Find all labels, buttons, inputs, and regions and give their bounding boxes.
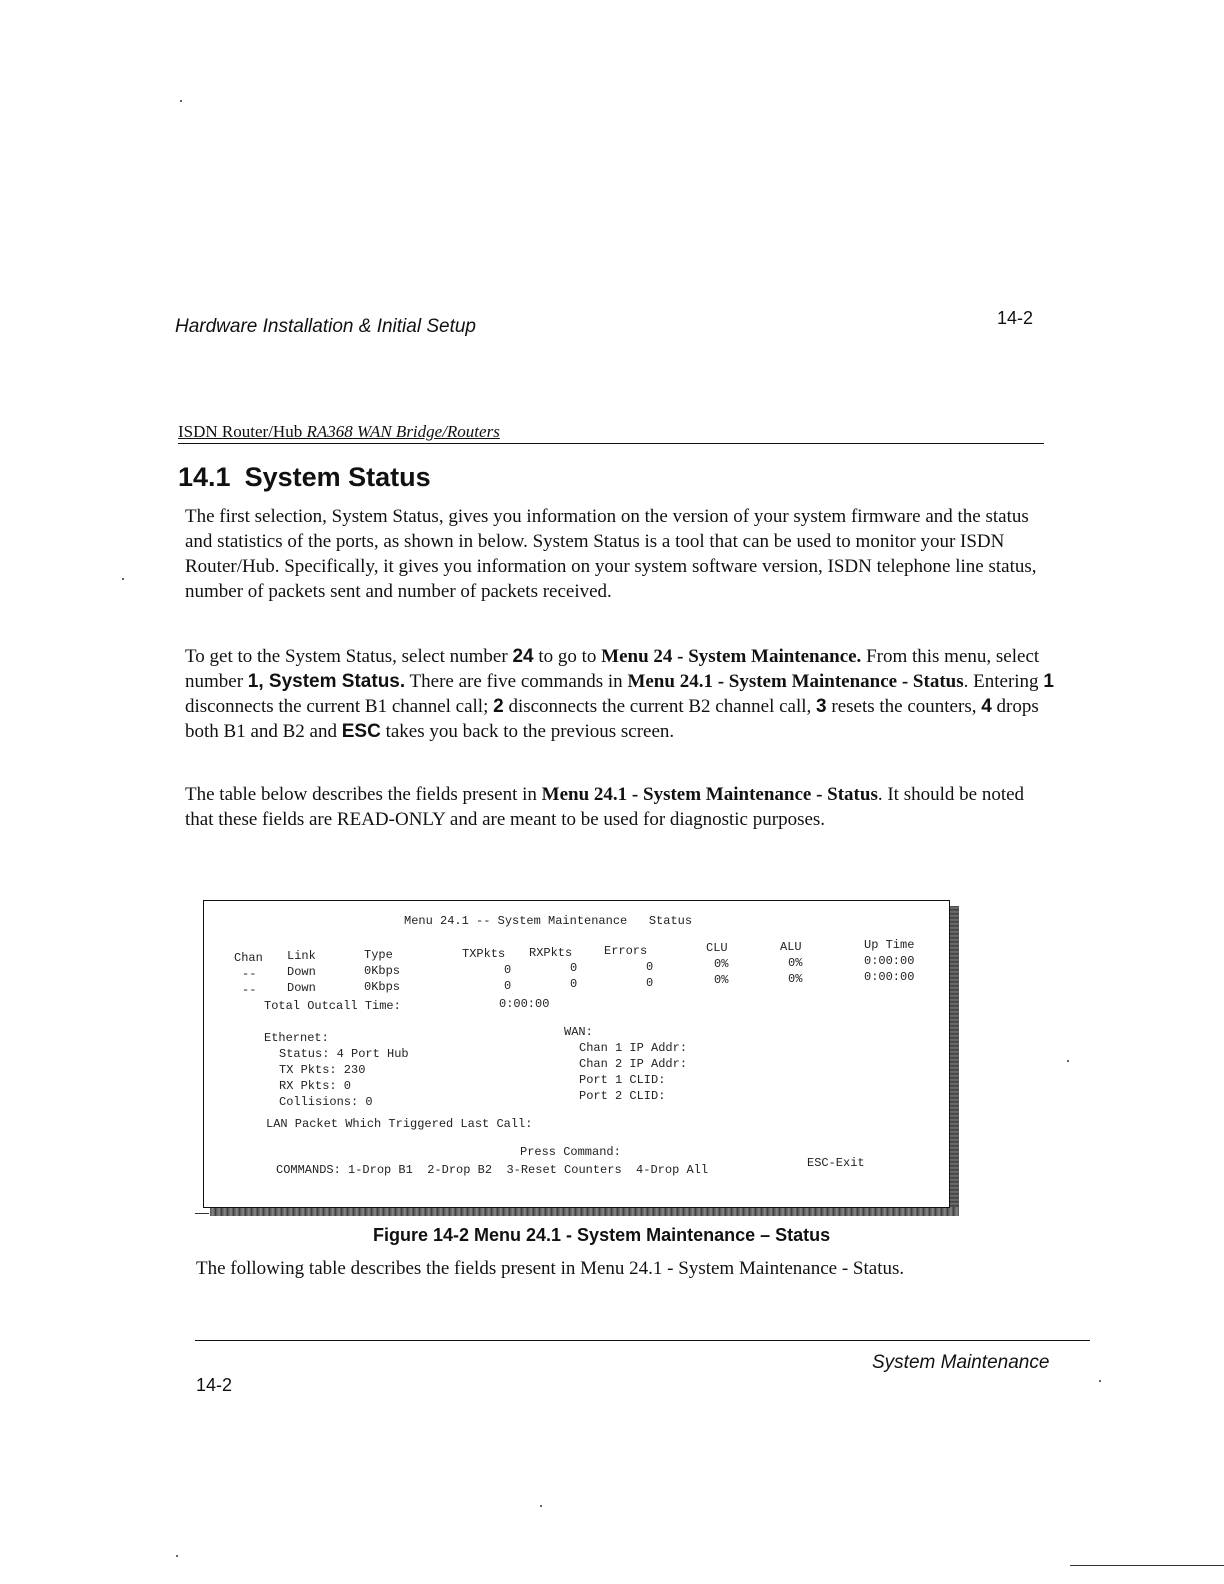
- wan-port1-clid: Port 1 CLID:: [579, 1073, 666, 1087]
- row2-chan: --: [242, 983, 257, 997]
- product-subheader: [178, 422, 500, 442]
- bold-run: ESC: [341, 721, 381, 742]
- text-run: To get to the System Status, select number: [185, 646, 513, 667]
- text-run: The table below describes the fields present in: [185, 784, 542, 805]
- row1-uptime: 0:00:00: [864, 954, 915, 968]
- row1-type: 0Kbps: [364, 964, 401, 978]
- row2-clu: 0%: [714, 973, 729, 987]
- intro-paragraph: The first selection, System Status, gives you information on the version of your system firmware and the status and statistics of the ports, as shown in below. System Status is a tool that can be used to monitor your ISDN Router/Hub. Specifically, it gives you information on your system software version, ISDN telephone line status, number of packets sent and number of packets received.: [185, 506, 1037, 602]
- footer-rule: [195, 1340, 1090, 1341]
- row2-errors: 0: [646, 976, 654, 990]
- fields-paragraph: [185, 782, 1055, 832]
- text-run: . Entering: [963, 671, 1044, 692]
- figure-caption: Figure 14-2 Menu 24.1 - System Maintenance – Status: [373, 1225, 831, 1245]
- text-run: . It should be noted that these fields are READ-ONLY and are meant to be used for diagnostic purposes.: [185, 784, 1025, 830]
- col-uptime-header: Up Time: [864, 938, 915, 952]
- row1-errors: 0: [646, 960, 654, 974]
- row2-type: 0Kbps: [364, 980, 401, 994]
- scan-speck: [122, 578, 124, 580]
- text-run: to go to: [533, 646, 602, 667]
- text-run: resets the counters,: [826, 696, 982, 717]
- row1-alu: 0%: [788, 956, 803, 970]
- row1-rxpkts: 0: [570, 961, 578, 975]
- text-run: There are five commands in: [405, 671, 628, 692]
- text-run: disconnects the current B1 channel call;: [185, 696, 494, 717]
- row2-uptime: 0:00:00: [864, 970, 915, 984]
- page-number-top: 14-2: [997, 308, 1034, 328]
- screen-edge-mark: [195, 1213, 209, 1214]
- col-txpkts-header: TXPkts: [462, 947, 506, 961]
- col-chan-header: Chan: [234, 951, 263, 965]
- bold-run: 2: [493, 696, 504, 717]
- row2-txpkts: 0: [504, 979, 512, 993]
- ethernet-tx-pkts: TX Pkts: 230: [279, 1063, 366, 1077]
- bold-run: Menu 24 - System Maintenance.: [601, 646, 862, 667]
- col-type-header: Type: [364, 948, 393, 962]
- row2-rxpkts: 0: [570, 977, 578, 991]
- footer-section-name: System Maintenance: [872, 1352, 1050, 1373]
- footer-page-number: 14-2: [196, 1375, 233, 1395]
- bold-run: 1: [1043, 671, 1054, 692]
- esc-exit-command: ESC-Exit: [807, 1156, 865, 1170]
- scan-speck: [1099, 1380, 1101, 1382]
- subheader-product: ISDN Router/Hub: [178, 422, 307, 441]
- total-outcall-label: Total Outcall Time:: [264, 999, 401, 1013]
- scan-speck: [180, 100, 182, 102]
- bold-run: 24: [512, 646, 534, 667]
- row1-txpkts: 0: [504, 963, 512, 977]
- row2-link: Down: [287, 981, 316, 995]
- lan-packet-label: LAN Packet Which Triggered Last Call:: [266, 1117, 533, 1131]
- wan-heading: WAN:: [564, 1025, 593, 1039]
- bold-run: Menu 24.1 - System Maintenance - Status: [541, 784, 878, 805]
- navigation-paragraph: [185, 644, 1055, 744]
- scan-speck: [540, 1505, 542, 1507]
- total-outcall-value: 0:00:00: [499, 997, 550, 1011]
- ethernet-heading: Ethernet:: [264, 1031, 329, 1045]
- col-errors-header: Errors: [604, 944, 648, 958]
- section-number: 14.1: [178, 462, 231, 492]
- scan-edge-line: [1070, 1565, 1224, 1566]
- screen-shadow: [210, 1207, 959, 1216]
- bold-run: Menu 24.1 - System Maintenance - Status: [627, 671, 964, 692]
- col-alu-header: ALU: [780, 940, 802, 954]
- text-run: takes you back to the previous screen.: [380, 721, 675, 742]
- col-clu-header: CLU: [706, 941, 728, 955]
- scan-speck: [1067, 1060, 1069, 1062]
- closing-paragraph: The following table describes the fields present in Menu 24.1 - System Maintenance - Status.: [196, 1258, 905, 1279]
- row1-clu: 0%: [714, 957, 729, 971]
- bold-run: 3: [816, 696, 827, 717]
- bold-run: 1, System Status.: [247, 671, 406, 692]
- scan-speck: [176, 1555, 178, 1557]
- section-heading: [178, 462, 431, 493]
- screen-title: Menu 24.1 -- System Maintenance Status: [404, 914, 693, 928]
- commands-list: COMMANDS: 1-Drop B1 2-Drop B2 3-Reset Counters 4-Drop All: [276, 1163, 709, 1177]
- screen-shadow: [949, 906, 959, 1210]
- text-run: disconnects the current B2 channel call,: [503, 696, 817, 717]
- bold-run: 4: [981, 696, 992, 717]
- row2-alu: 0%: [788, 972, 803, 986]
- subheader-rule: [178, 443, 1044, 444]
- text-run: drops both B1 and B2 and: [185, 696, 1039, 742]
- subheader-model: RA368: [306, 422, 353, 441]
- col-link-header: Link: [287, 949, 316, 963]
- ethernet-collisions: Collisions: 0: [279, 1095, 373, 1109]
- row1-chan: --: [242, 967, 257, 981]
- text-run: From this menu, select number: [185, 646, 1040, 692]
- wan-chan1-ip: Chan 1 IP Addr:: [579, 1041, 688, 1055]
- ethernet-rx-pkts: RX Pkts: 0: [279, 1079, 352, 1093]
- col-rxpkts-header: RXPkts: [529, 946, 573, 960]
- terminal-screen: [203, 900, 950, 1208]
- row1-link: Down: [287, 965, 316, 979]
- wan-port2-clid: Port 2 CLID:: [579, 1089, 666, 1103]
- subheader-series: WAN Bridge/Routers: [356, 422, 500, 441]
- running-header: Hardware Installation & Initial Setup: [175, 316, 476, 337]
- section-title: System Status: [244, 462, 431, 492]
- press-command-prompt: Press Command:: [520, 1145, 621, 1159]
- wan-chan2-ip: Chan 2 IP Addr:: [579, 1057, 688, 1071]
- ethernet-status: Status: 4 Port Hub: [279, 1047, 409, 1061]
